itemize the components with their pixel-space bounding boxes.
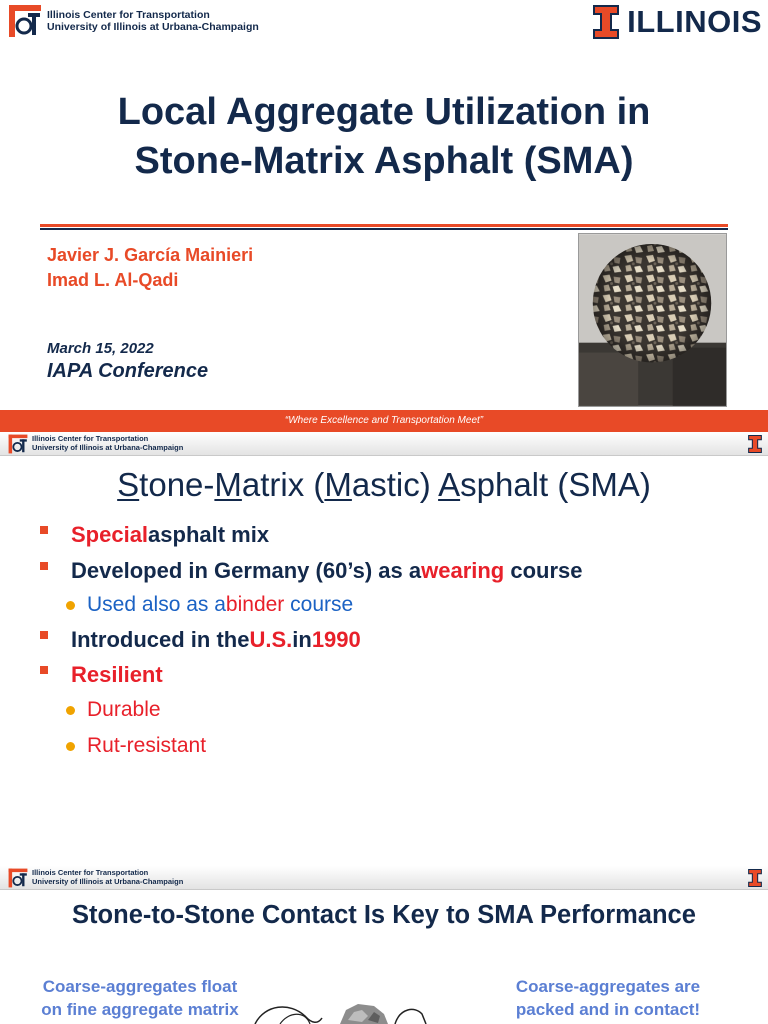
slide2-title: Stone-Matrix (Mastic) Asphalt (SMA) <box>117 466 651 503</box>
author-2: Imad L. Al-Qadi <box>47 270 179 290</box>
org-name-line2: University of Illinois at Urbana-Champaign <box>47 21 259 33</box>
bullet-dot-icon <box>66 706 75 715</box>
list-item: Introduced in the U.S. in 1990 <box>40 627 361 653</box>
left-caption: Coarse-aggregates float on fine aggregate matrix <box>41 977 239 1019</box>
presentation-title <box>0 88 768 186</box>
ict-logo <box>8 4 259 38</box>
org-name-line2: University of Illinois at Urbana-Champaign <box>32 877 184 886</box>
illinois-wordmark: ILLINOIS <box>627 4 762 39</box>
title-line-1: Local Aggregate Utilization in <box>117 91 651 133</box>
slide2-header <box>0 432 768 456</box>
illinois-brand <box>593 4 762 40</box>
stone-contact-slide <box>0 844 768 1024</box>
bullet-square-icon <box>40 631 48 639</box>
list-item: Durable <box>66 698 161 722</box>
bullet-square-icon <box>40 526 48 534</box>
slide1-footer <box>0 410 768 432</box>
bullet-square-icon <box>40 562 48 570</box>
block-i-icon <box>593 5 619 39</box>
sma-core-photo <box>578 233 727 407</box>
presentation-date: March 15, 2022 <box>47 340 154 357</box>
list-item: Used also as a binder course <box>66 593 353 617</box>
slide3-header <box>0 866 768 890</box>
list-item: Resilient <box>40 662 163 688</box>
list-item: Special asphalt mix <box>40 522 269 548</box>
bullet-dot-icon <box>66 742 75 751</box>
org-name-line1: Illinois Center for Transportation <box>32 434 149 444</box>
org-name-line2: University of Illinois at Urbana-Champaign <box>32 443 184 452</box>
title-line-2: Stone-Matrix Asphalt (SMA) <box>134 140 634 182</box>
title-slide <box>0 0 768 426</box>
conference-name: IAPA Conference <box>47 360 209 382</box>
slide3-title: Stone-to-Stone Contact Is Key to SMA Performance <box>72 901 696 929</box>
slide1-tagline: “Where Excellence and Transportation Meet” <box>284 415 484 426</box>
bullet-square-icon <box>40 666 48 674</box>
org-name-line1: Illinois Center for Transportation <box>47 8 210 21</box>
bullet-dot-icon <box>66 601 75 610</box>
right-caption: Coarse-aggregates are packed and in contact! <box>515 977 701 1019</box>
org-name-line1: Illinois Center for Transportation <box>32 868 149 878</box>
ict-logo-icon <box>8 868 28 888</box>
author-1: Javier J. García Mainieri <box>47 245 254 265</box>
ict-logo-icon <box>8 4 42 38</box>
aggregate-diagram <box>250 996 430 1024</box>
sma-definition-slide <box>0 432 768 844</box>
block-i-icon <box>748 869 762 887</box>
title-divider <box>40 224 728 230</box>
ict-logo-icon <box>8 434 28 454</box>
block-i-icon <box>748 435 762 453</box>
list-item: Rut-resistant <box>66 734 206 758</box>
list-item: Developed in Germany (60’s) as a wearing course <box>40 558 583 584</box>
